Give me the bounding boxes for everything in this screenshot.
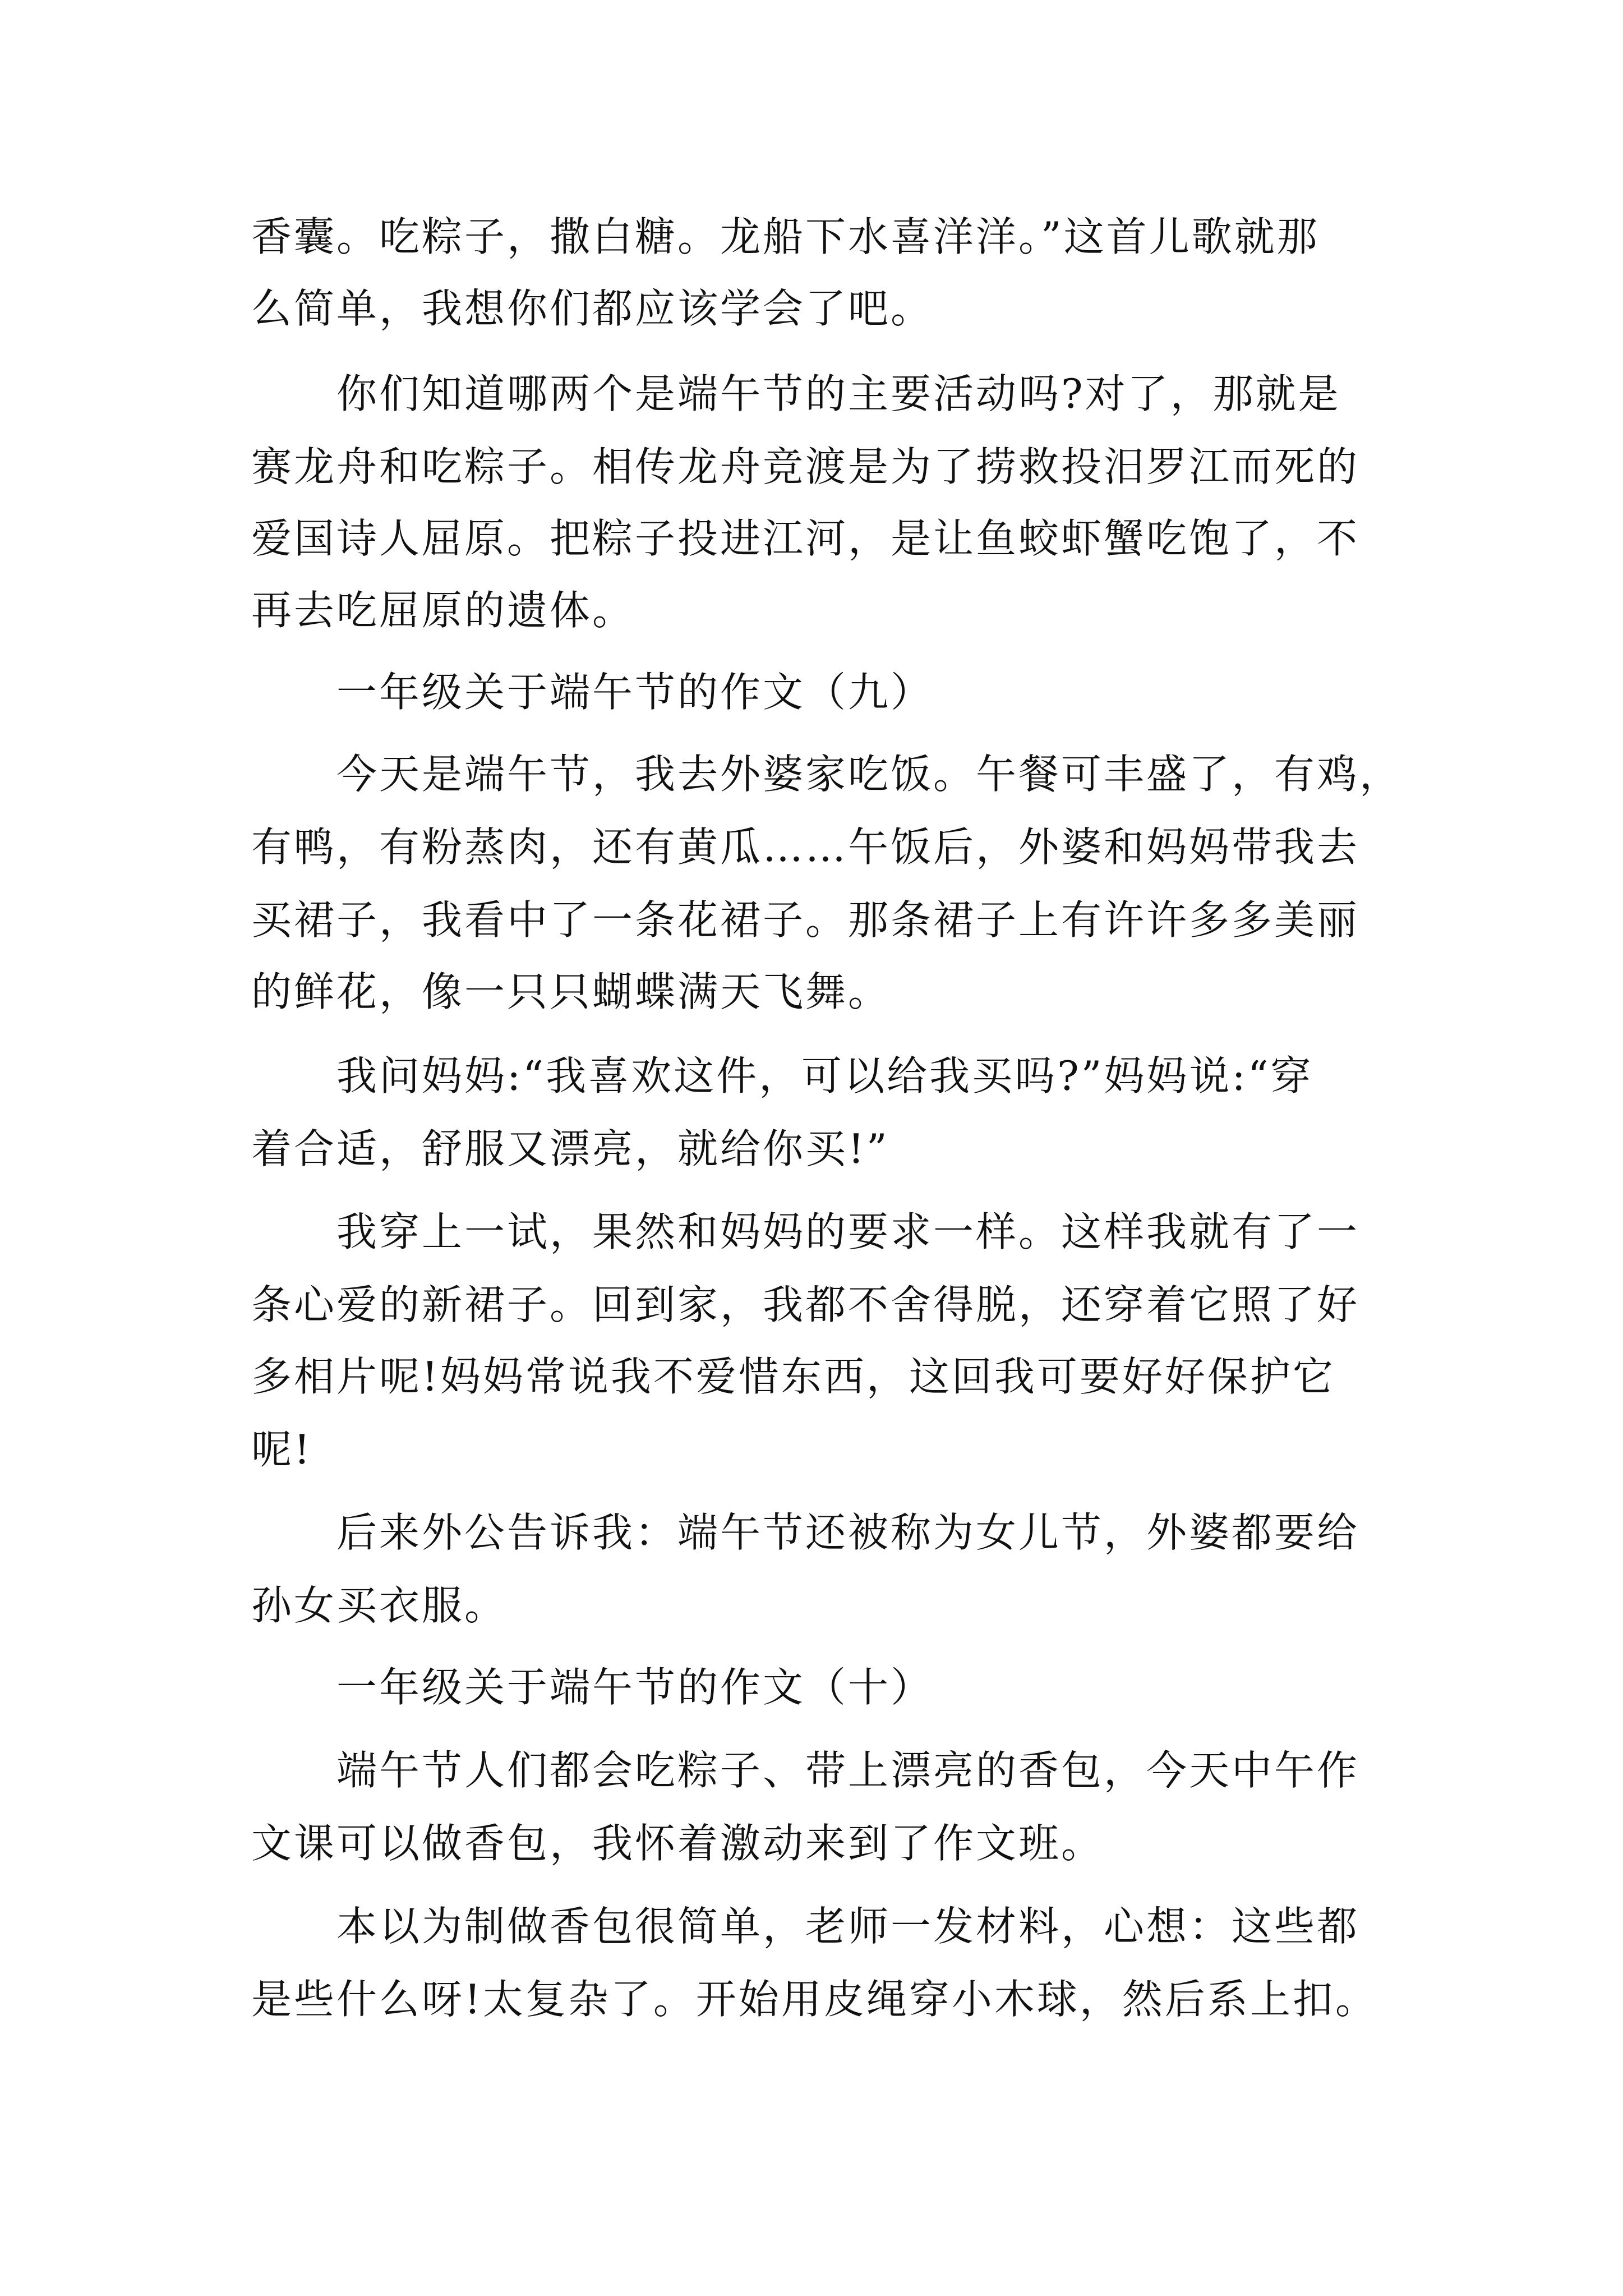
text-line: 香囊。吃粽子，撒白糖。龙船下水喜洋洋。”这首儿歌就那 <box>251 213 1320 260</box>
text-line: 条心爱的新裙子。回到家，我都不舍得脱，还穿着它照了好 <box>251 1281 1360 1328</box>
text-line: 么简单，我想你们都应该学会了吧。 <box>251 285 934 332</box>
section-heading: 一年级关于端午节的作文（十） <box>336 1664 934 1711</box>
text-line: 有鸭，有粉蒸肉，还有黄瓜……午饭后，外婆和妈妈带我去 <box>251 823 1360 871</box>
text-line: 端午节人们都会吃粽子、带上漂亮的香包，今天中午作 <box>336 1747 1360 1794</box>
text-line: 我穿上一试，果然和妈妈的要求一样。这样我就有了一 <box>336 1208 1360 1255</box>
section-heading: 一年级关于端午节的作文（九） <box>336 669 934 716</box>
text-line: 爱国诗人屈原。把粽子投进江河，是让鱼蛟虾蟹吃饱了，不 <box>251 515 1360 562</box>
text-line: 着合适，舒服又漂亮，就给你买!” <box>251 1125 889 1172</box>
text-line: 后来外公告诉我：端午节还被称为女儿节，外婆都要给 <box>336 1509 1360 1556</box>
text-line: 我问妈妈:“我喜欢这件，可以给我买吗?”妈妈说:“穿 <box>336 1052 1313 1099</box>
text-line: 本以为制做香包很简单，老师一发材料，心想：这些都 <box>336 1903 1360 1950</box>
text-line: 孙女买衣服。 <box>251 1582 508 1629</box>
text-line: 多相片呢!妈妈常说我不爱惜东西，这回我可要好好保护它 <box>251 1353 1335 1400</box>
text-line: 今天是端午节，我去外婆家吃饭。午餐可丰盛了，有鸡， <box>336 751 1403 798</box>
text-line: 呢! <box>251 1426 312 1473</box>
text-line: 是些什么呀!太复杂了。开始用皮绳穿小木球，然后系上扣。 <box>251 1976 1378 2023</box>
text-line: 文课可以做香包，我怀着激动来到了作文班。 <box>251 1820 1104 1867</box>
text-line: 买裙子，我看中了一条花裙子。那条裙子上有许许多多美丽 <box>251 896 1360 944</box>
text-line: 的鲜花，像一只只蝴蝶满天飞舞。 <box>251 968 891 1015</box>
text-line: 赛龙舟和吃粽子。相传龙舟竞渡是为了捞救投汨罗江而死的 <box>251 443 1360 490</box>
text-line: 再去吃屈原的遗体。 <box>251 587 635 634</box>
text-line: 你们知道哪两个是端午节的主要活动吗?对了，那就是 <box>336 370 1341 417</box>
